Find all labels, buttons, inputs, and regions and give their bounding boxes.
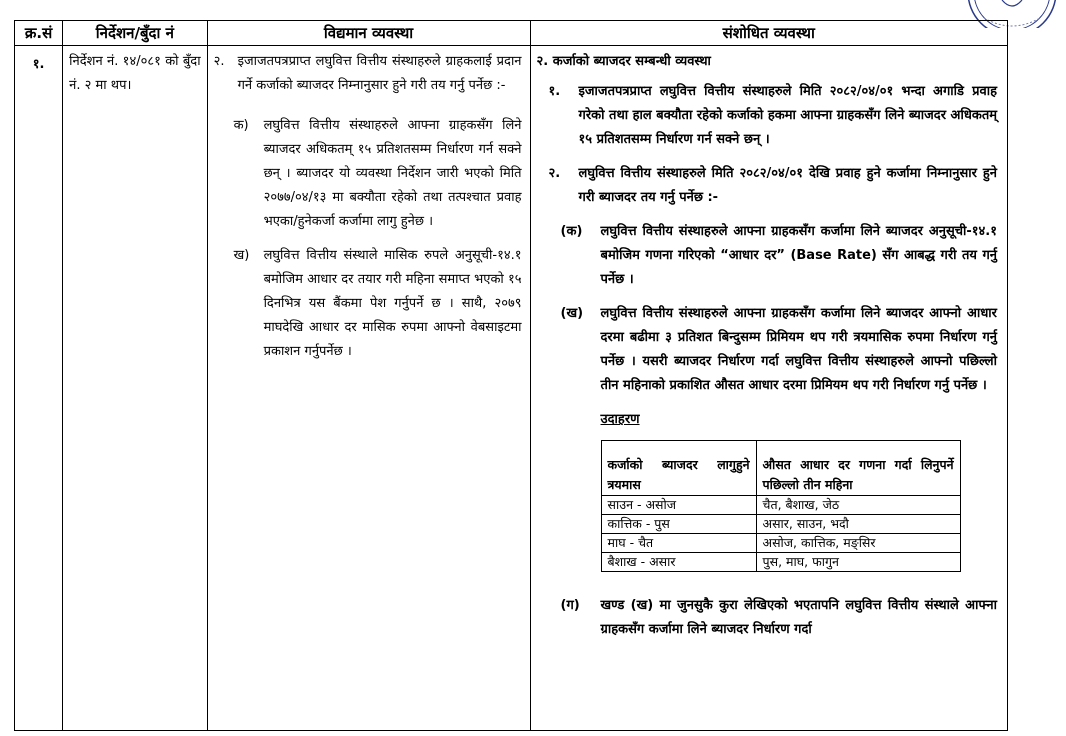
existing-item-kha-text: लघुवित्त वित्तीय संस्थाले मासिक रुपले अनुसूची-१४.१ बमोजिम आधार दर तयार गरी महिना समाप्त भएको १५ दिनभित्र यस बैंकमा पेश गर्नुपर्ने छ । साथै, २०७९ माघदेखि आधार दर मासिक रुपमा आफ्नो वेबसाइटमा प्रकाशन गर्नुपर्नेछ । [263, 248, 522, 359]
example-cell: कात्तिक - पुस [601, 515, 756, 534]
existing-item-ka-text: लघुवित्त वित्तीय संस्थाहरुले आफ्ना ग्राहकसँग लिने ब्याजदर अधिकतम् १५ प्रतिशतसम्म निर्धारण गर्न सक्ने छन् । ब्याजदर यो व्यवस्था निर्देशन जारी भएको मिति २०७७/०४/१३ मा बक्यौता रहेको तथा तत्पश्चात प्रवाह भएका/हुनेकर्जा कर्जामा लागु हुनेछ । [263, 118, 522, 229]
existing-intro: इजाजतपत्रप्राप्त लघुवित्त वित्तीय संस्थाहरुले ग्राहकलाई प्रदान गर्ने कर्जाको ब्याजदर निम्नानुसार हुने गरी तय गर्नु पर्नेछ :- [237, 54, 522, 93]
example-header-col2: औसत आधार दर गणना गर्दा लिनुपर्ने पछिल्लो तीन महिना [756, 441, 960, 496]
revised-subitem-ka-text: लघुवित्त वित्तीय संस्थाहरुले आफ्ना ग्राहकसँग कर्जामा लिने ब्याजदर अनुसूची-१४.१ बमोजिम गणना गरिएको “आधार दर” (Base Rate) सँग आबद्ध गरी तय गर्नु पर्नेछ । [600, 224, 997, 287]
amendment-table [14, 20, 1008, 731]
revised-heading: २. कर्जाको ब्याजदर सम्बन्धी व्यवस्था [536, 54, 711, 69]
revised-item-1-text: इजाजतपत्रप्राप्त लघुवित्त वित्तीय संस्थाहरुले मिति २०८२/०४/०१ भन्दा अगाडि प्रवाह गरेको तथा हाल बक्यौता रहेको कर्जाको हकमा आफ्ना ग्राहकसँग लिने ब्याजदर अधिकतम् १५ प्रतिशतसम्म निर्धारण गर्न सक्ने छन् । [578, 84, 997, 147]
revised-subitem-ga-number: (ग) [560, 598, 580, 613]
row-directive: निर्देशन नं. १४/०८१ को बुँदा नं. २ मा थप। [63, 46, 207, 731]
revised-subitem-ka-number: (क) [560, 224, 583, 239]
existing-number: २. [213, 54, 225, 69]
revised-item-2-number: २. [548, 166, 561, 181]
example-cell: साउन - असोज [601, 496, 756, 515]
revised-item-1-number: १. [548, 84, 561, 99]
example-cell: माघ - चैत [601, 534, 756, 553]
example-cell: असोज, कात्तिक, मङ्सिर [756, 534, 960, 553]
revised-subitem-kha-text: लघुवित्त वित्तीय संस्थाहरुले आफ्ना ग्राहकसँग कर्जामा लिने ब्याजदर आफ्नो आधार दरमा बढीमा ३ प्रतिशत बिन्दुसम्म प्रिमियम थप गरी त्रयमासिक रुपमा निर्धारण गर्नु पर्नेछ । यसरी ब्याजदर निर्धारण गर्दा लघुवित्त वित्तीय संस्थाहरुले आफ्नो पछिल्लो तीन महिनाको प्रकाशित औसत आधार दरमा प्रिमियम थप गरी निर्धारण गर्नु पर्नेछ । [600, 306, 997, 393]
example-cell: असार, साउन, भदौ [756, 515, 960, 534]
header-directive: निर्देशन/बुँदा नं [63, 21, 207, 46]
revised-item-2-text: लघुवित्त वित्तीय संस्थाहरुले मिति २०८२/०४/०१ देखि प्रवाह हुने कर्जामा निम्नानुसार हुने गरी ब्याजदर तय गर्नु पर्नेछ :- [578, 166, 997, 205]
example-title: उदाहरण [600, 412, 640, 427]
table-row [15, 46, 1008, 731]
header-row [15, 21, 1008, 46]
example-cell: पुस, माघ, फागुन [756, 553, 960, 572]
table-row [601, 534, 960, 553]
example-cell: बैशाख - असार [601, 553, 756, 572]
table-row [601, 553, 960, 572]
table-row [601, 496, 960, 515]
existing-provision [207, 46, 530, 731]
example-header-row [601, 441, 960, 496]
existing-item-kha-number: ख) [233, 248, 250, 263]
header-revised: संशोधित व्यवस्था [530, 21, 1007, 46]
existing-item-ka-number: क) [233, 118, 249, 133]
example-cell: चैत, बैशाख, जेठ [756, 496, 960, 515]
header-sn: क्र.सं [15, 21, 63, 46]
example-table [601, 440, 961, 572]
header-existing: विद्यमान व्यवस्था [207, 21, 530, 46]
revised-subitem-kha-number: (ख) [560, 306, 584, 321]
row-sn: १. [15, 46, 63, 731]
example-header-col1: कर्जाको ब्याजदर लागुहुने त्रयमास [601, 441, 756, 496]
revised-subitem-ga-text: खण्ड (ख) मा जुनसुकै कुरा लेखिएको भएतापनि लघुवित्त वित्तीय संस्थाले आफ्ना ग्राहकसँग कर्जामा लिने ब्याजदर निर्धारण गर्दा [600, 598, 997, 637]
table-row [601, 515, 960, 534]
revised-provision [530, 46, 1007, 731]
